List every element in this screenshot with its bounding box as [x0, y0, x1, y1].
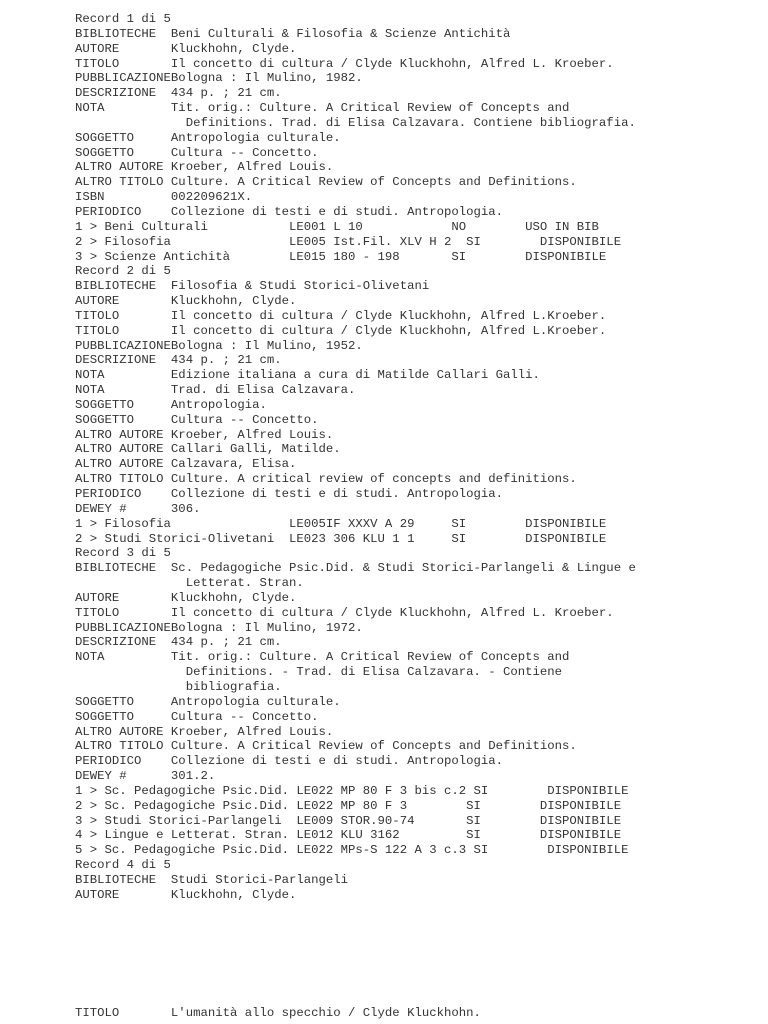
record-line: ALTRO AUTORE Kroeber, Alfred Louis.	[75, 724, 334, 739]
record-line: bibliografia.	[75, 679, 282, 694]
record-line: NOTA Tit. orig.: Culture. A Critical Review of Concepts and	[75, 650, 570, 665]
record-line: ALTRO AUTORE Kroeber, Alfred Louis.	[75, 427, 334, 442]
record-line: PERIODICO Collezione di testi e di studi. Antropologia.	[75, 754, 504, 769]
record-line: TITOLO Il concetto di cultura / Clyde Kluckhohn, Alfred L.Kroeber.	[75, 308, 607, 323]
record-line: Definitions. Trad. di Elisa Calzavara. Contiene bibliografia.	[75, 115, 636, 130]
record-line: BIBLIOTECHE Beni Culturali & Filosofia & Scienze Antichità	[75, 26, 511, 41]
record-line: SOGGETTO Cultura -- Concetto.	[75, 709, 319, 724]
record-line: ISBN 002209621X.	[75, 190, 253, 205]
record-line: SOGGETTO Antropologia.	[75, 397, 267, 412]
record-line: SOGGETTO Antropologia culturale.	[75, 694, 341, 709]
record-line: NOTA Tit. orig.: Culture. A Critical Review of Concepts and	[75, 101, 570, 116]
record-line: PERIODICO Collezione di testi e di studi. Antropologia.	[75, 204, 504, 219]
record-line: 1 > Beni Culturali LE001 L 10 NO USO IN BIB	[75, 219, 599, 234]
record-line: 2 > Studi Storici-Olivetani LE023 306 KLU 1 1 SI DISPONIBILE	[75, 531, 607, 546]
record-line: Record 2 di 5	[75, 264, 171, 279]
record-line: DESCRIZIONE 434 p. ; 21 cm.	[75, 86, 282, 101]
record-line: NOTA Trad. di Elisa Calzavara.	[75, 383, 356, 398]
record-4-title-line: TITOLO L'umanità allo specchio / Clyde Kluckhohn.	[75, 1006, 481, 1020]
record-line: AUTORE Kluckhohn, Clyde.	[75, 590, 297, 605]
record-line: 1 > Filosofia LE005IF XXXV A 29 SI DISPONIBILE	[75, 516, 607, 531]
record-line: SOGGETTO Cultura -- Concetto.	[75, 145, 319, 160]
record-line: Letterat. Stran.	[75, 576, 304, 591]
record-line: PUBBLICAZIONEBologna : Il Mulino, 1972.	[75, 620, 363, 635]
record-line: AUTORE Kluckhohn, Clyde.	[75, 887, 297, 902]
record-line: 4 > Lingue e Letterat. Stran. LE012 KLU 3162 SI DISPONIBILE	[75, 828, 622, 843]
record-line: SOGGETTO Cultura -- Concetto.	[75, 412, 319, 427]
record-line: ALTRO TITOLO Culture. A Critical Review of Concepts and Definitions.	[75, 175, 577, 190]
record-line: DESCRIZIONE 434 p. ; 21 cm.	[75, 635, 282, 650]
record-line: NOTA Edizione italiana a cura di Matilde Callari Galli.	[75, 368, 540, 383]
record-line: BIBLIOTECHE Sc. Pedagogiche Psic.Did. & Studi Storici-Parlangeli & Lingue e	[75, 561, 636, 576]
record-line: AUTORE Kluckhohn, Clyde.	[75, 41, 297, 56]
record-line: Record 1 di 5	[75, 12, 171, 26]
record-line: TITOLO Il concetto di cultura / Clyde Kluckhohn, Alfred L.Kroeber.	[75, 323, 607, 338]
catalog-record-listing	[75, 12, 636, 903]
record-line: ALTRO AUTORE Callari Galli, Matilde.	[75, 442, 341, 457]
record-line: ALTRO TITOLO Culture. A critical review of concepts and definitions.	[75, 472, 577, 487]
record-line: TITOLO Il concetto di cultura / Clyde Kluckhohn, Alfred L. Kroeber.	[75, 605, 614, 620]
record-line: 2 > Filosofia LE005 Ist.Fil. XLV H 2 SI DISPONIBILE	[75, 234, 622, 249]
record-line: 3 > Studi Storici-Parlangeli LE009 STOR.90-74 SI DISPONIBILE	[75, 813, 622, 828]
record-line: PUBBLICAZIONEBologna : Il Mulino, 1952.	[75, 338, 363, 353]
record-line: Record 3 di 5	[75, 546, 171, 561]
record-line: DESCRIZIONE 434 p. ; 21 cm.	[75, 353, 282, 368]
record-line: PUBBLICAZIONEBologna : Il Mulino, 1982.	[75, 71, 363, 86]
record-line: TITOLO Il concetto di cultura / Clyde Kluckhohn, Alfred L. Kroeber.	[75, 56, 614, 71]
record-line: DEWEY # 306.	[75, 501, 201, 516]
record-line: 5 > Sc. Pedagogiche Psic.Did. LE022 MPs-S 122 A 3 c.3 SI DISPONIBILE	[75, 843, 629, 858]
record-line: 3 > Scienze Antichità LE015 180 - 198 SI DISPONIBILE	[75, 249, 607, 264]
record-line: PERIODICO Collezione di testi e di studi. Antropologia.	[75, 487, 504, 501]
record-line: BIBLIOTECHE Filosofia & Studi Storici-Olivetani	[75, 279, 430, 294]
record-line: BIBLIOTECHE Studi Storici-Parlangeli	[75, 872, 349, 887]
record-line: AUTORE Kluckhohn, Clyde.	[75, 294, 297, 309]
record-line: 1 > Sc. Pedagogiche Psic.Did. LE022 MP 80 F 3 bis c.2 SI DISPONIBILE	[75, 783, 629, 798]
record-line: Definitions. - Trad. di Elisa Calzavara. - Contiene	[75, 665, 563, 680]
record-line: ALTRO AUTORE Kroeber, Alfred Louis.	[75, 160, 334, 175]
record-line: 2 > Sc. Pedagogiche Psic.Did. LE022 MP 80 F 3 SI DISPONIBILE	[75, 798, 622, 813]
record-line: Record 4 di 5	[75, 858, 171, 873]
record-line: ALTRO TITOLO Culture. A Critical Review of Concepts and Definitions.	[75, 739, 577, 754]
record-line: ALTRO AUTORE Calzavara, Elisa.	[75, 457, 297, 472]
record-line: SOGGETTO Antropologia culturale.	[75, 130, 341, 145]
record-line: DEWEY # 301.2.	[75, 769, 216, 784]
